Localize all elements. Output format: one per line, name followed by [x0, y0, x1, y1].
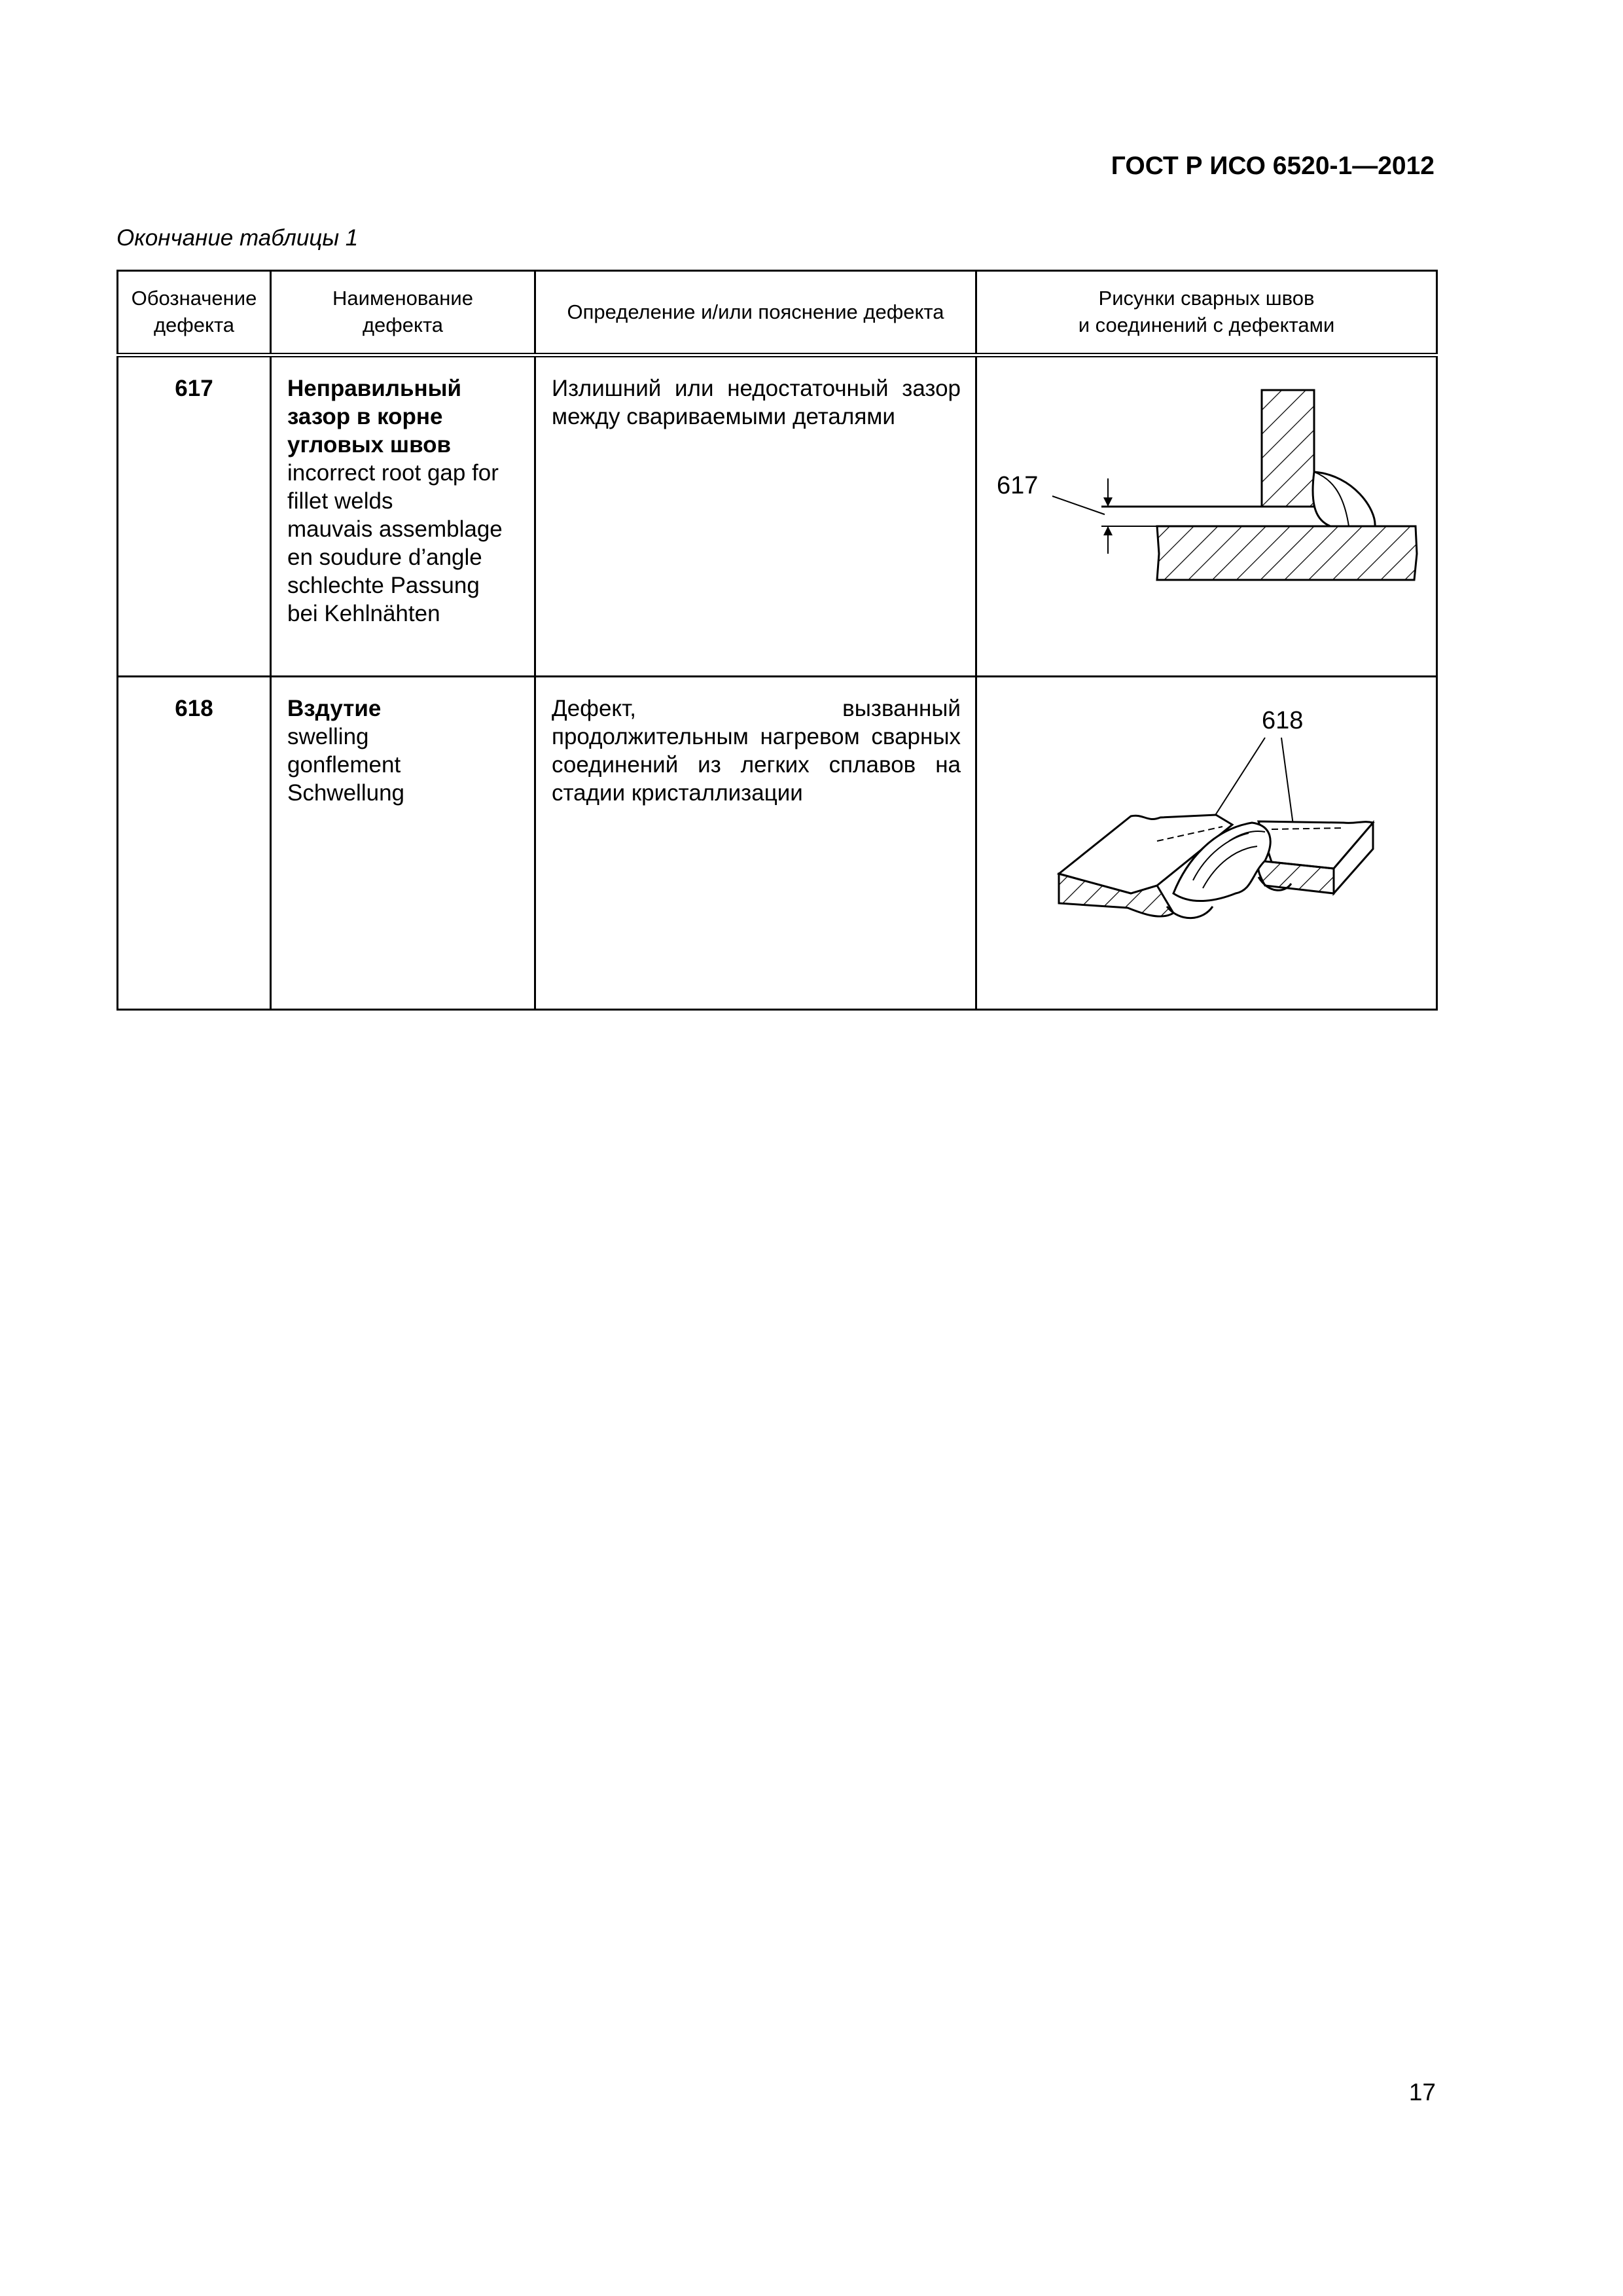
column-header-line: Определение и/или пояснение дефекта	[567, 300, 944, 323]
defect-name-translation: Schwellung	[287, 780, 404, 806]
defect-figure	[976, 677, 1437, 1010]
defect-name-ru: Неправильный	[287, 376, 462, 401]
document-standard-header: ГОСТ Р ИСО 6520-1—2012	[1111, 152, 1435, 180]
defect-name-ru: Вздутие	[287, 696, 382, 721]
defect-code: 617	[118, 355, 271, 677]
defect-table	[116, 270, 1438, 1011]
defect-name-translation: mauvais assemblage	[287, 516, 503, 542]
column-header-line: и соединений с дефектами	[1078, 314, 1335, 336]
column-header-line: Рисунки сварных швов	[1098, 287, 1315, 310]
column-header-definition	[535, 271, 976, 355]
defect-name-translation: bei Kehlnähten	[287, 601, 440, 626]
defect-name	[271, 355, 535, 677]
table-header-row	[118, 271, 1437, 355]
column-header-line: дефекта	[362, 314, 444, 336]
defect-name	[271, 677, 535, 1010]
defect-name-translation: fillet welds	[287, 488, 393, 514]
fillet-weld-root-gap-drawing-icon	[977, 357, 1435, 645]
column-header-name	[271, 271, 535, 355]
defect-code: 618	[118, 677, 271, 1010]
defect-name-translation: en soudure d’angle	[287, 545, 482, 570]
defect-name-translation: gonflement	[287, 752, 401, 778]
figure-label: 618	[1262, 707, 1304, 734]
column-header-code	[118, 271, 271, 355]
column-header-line: Наименование	[332, 287, 473, 310]
figure-label: 617	[997, 472, 1039, 499]
defect-definition: Дефект, вызванный продолжительным нагревом сварных соединений из легких сплавов на стадии кристаллизации	[535, 677, 976, 1010]
table-caption: Окончание таблицы 1	[116, 225, 359, 251]
table-row	[118, 677, 1437, 1010]
page-number: 17	[1408, 2079, 1436, 2106]
table-row	[118, 355, 1437, 677]
column-header-line: Обозначение	[131, 287, 257, 310]
column-header-line: дефекта	[153, 314, 235, 336]
column-header-figure	[976, 271, 1437, 355]
defect-definition: Излишний или недостаточный зазор между свариваемыми деталями	[535, 355, 976, 677]
defect-figure	[976, 355, 1437, 677]
butt-weld-swelling-drawing-icon	[977, 677, 1435, 978]
defect-name-translation: incorrect root gap for	[287, 460, 499, 486]
defect-name-translation: schlechte Passung	[287, 573, 480, 598]
defect-name-ru: угловых швов	[287, 432, 452, 457]
defect-name-translation: swelling	[287, 724, 369, 749]
defect-name-ru: зазор в корне	[287, 404, 443, 429]
